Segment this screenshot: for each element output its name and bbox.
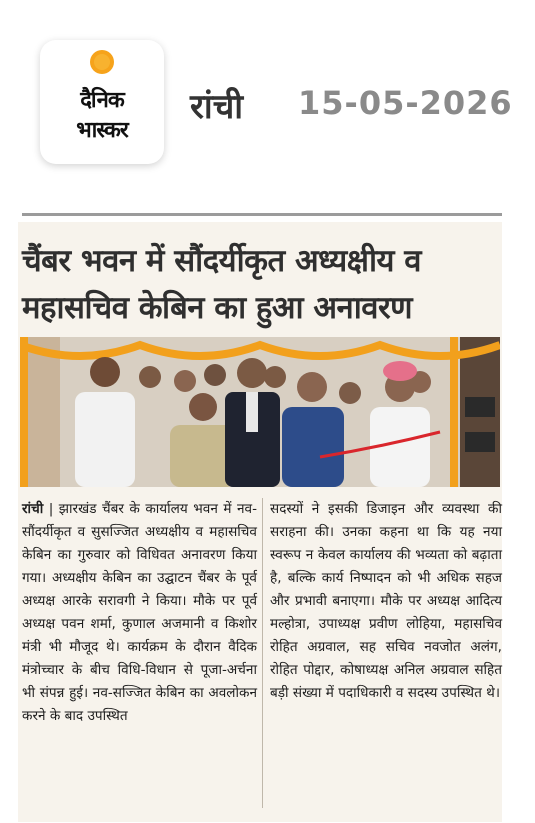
article-column-2 <box>270 498 502 705</box>
article-column-1 <box>22 498 257 728</box>
article-dateline: रांची <box>22 501 44 517</box>
column-divider <box>262 498 263 808</box>
ribbon-cutting-photo <box>20 337 500 487</box>
article-text-col2: सदस्यों ने इसकी डिजाइन और व्यवस्था की सराहना की। उनका कहना था कि यह नया स्वरूप न केवल कार्यालय की भव्यता को बढ़ाता है, बल्कि कार्य निष्पादन को भी अधिक सहज और प्रभावी बनाएगा। मौके पर अध्यक्ष आदित्य मल्होत्रा, उपाध्यक्ष प्रवीण लोहिया, महासचिव रोहित अग्रवाल, सह सचिव नवजोत अलंग, रोहित पोद्दार, कोषाध्यक्ष अनिल अग्रवाल सहित बड़ी संख्या में पदाधिकारी व सदस्य उपस्थित थे। <box>270 501 502 701</box>
article-text-col1: | झारखंड चैंबर के कार्यालय भवन में नव-सौंदर्यीकृत व सुसज्जित अध्यक्षीय व महासचिव केबिन का गुरुवार को विधिवत अनावरण किया गया। अध्यक्षीय केबिन का उद्घाटन चैंबर के पूर्व अध्यक्ष आरके सरावगी ने किया। मौके पर पूर्व अध्यक्ष पवन शर्मा, कुणाल अजमानी व किशोर मंत्री भी मौजूद थे। कार्यक्रम के दौरान वैदिक मंत्रोच्चार के बीच विधि-विधान से पूजा-अर्चना भी संपन्न हुई। नव-सज्जित केबिन का अवलोकन करने के बाद उपस्थित <box>22 501 257 724</box>
header-divider <box>22 213 502 216</box>
sun-icon <box>88 48 116 76</box>
edition-city: रांची <box>190 87 244 127</box>
logo-text-line1: दैनिक <box>80 88 124 113</box>
dainik-bhaskar-logo[interactable] <box>40 40 164 164</box>
article-photo <box>20 337 500 487</box>
app-header <box>0 0 535 205</box>
logo-text-line2: भास्कर <box>76 118 128 143</box>
edition-date: 15-05-2026 <box>298 84 513 122</box>
article-headline: चैंबर भवन में सौंदर्यीकृत अध्यक्षीय व महासचिव केबिन का हुआ अनावरण <box>22 243 422 326</box>
